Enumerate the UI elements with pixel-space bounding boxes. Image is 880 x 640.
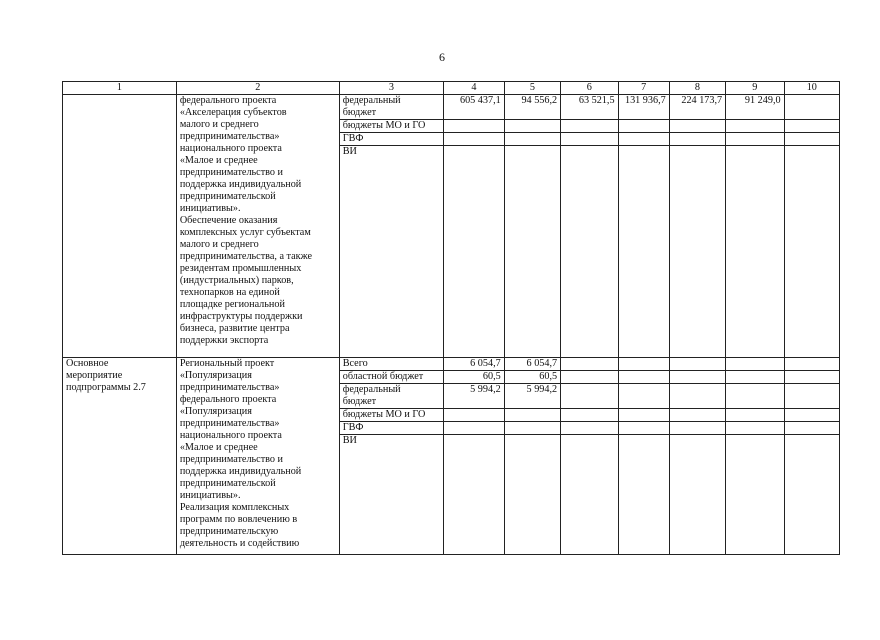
funding-source-cell: ГВФ xyxy=(339,133,443,146)
amount-cell xyxy=(726,358,784,371)
amount-cell xyxy=(669,146,725,358)
funding-source-cell: федеральный бюджет xyxy=(339,95,443,120)
amount-cell xyxy=(669,358,725,371)
measure-cell: Основное мероприятие подпрограммы 2.7 xyxy=(63,358,177,555)
amount-cell xyxy=(784,371,839,384)
column-header: 4 xyxy=(444,82,505,95)
amount-cell xyxy=(784,95,839,120)
amount-cell xyxy=(669,409,725,422)
amount-cell xyxy=(618,435,669,555)
amount-cell xyxy=(504,409,560,422)
description-cell: федерального проекта «Акселерация субъектов малого и среднего предпринимательства» национального проекта «Малое и среднее предпринимательство и поддержка индивидуальной предпринимательской инициативы». Обеспечение оказания комплексных услуг субъектам малого и среднего предпринимательства, а также резидентам промышленных (индустриальных) парков, технопарков на единой площадке региональной инфраструктуры поддержки бизнеса, развитие центра поддержки экспорта xyxy=(176,95,339,358)
amount-cell xyxy=(504,120,560,133)
column-header: 1 xyxy=(63,82,177,95)
table-row xyxy=(63,358,840,371)
amount-cell xyxy=(504,435,560,555)
amount-cell xyxy=(784,435,839,555)
amount-cell xyxy=(669,133,725,146)
funding-source-cell: областной бюджет xyxy=(339,371,443,384)
amount-cell xyxy=(618,146,669,358)
funding-source-cell: ГВФ xyxy=(339,422,443,435)
column-header: 6 xyxy=(561,82,618,95)
amount-cell xyxy=(504,133,560,146)
amount-cell xyxy=(726,146,784,358)
amount-cell xyxy=(561,146,618,358)
amount-cell xyxy=(784,133,839,146)
column-header: 2 xyxy=(176,82,339,95)
amount-cell xyxy=(726,409,784,422)
table-row xyxy=(63,95,840,120)
amount-cell: 131 936,7 xyxy=(618,95,669,120)
funding-source-cell: ВИ xyxy=(339,435,443,555)
column-header: 5 xyxy=(504,82,560,95)
amount-cell xyxy=(784,409,839,422)
amount-cell xyxy=(444,146,505,358)
measure-cell xyxy=(63,95,177,358)
amount-cell xyxy=(726,133,784,146)
amount-cell: 5 994,2 xyxy=(504,384,560,409)
amount-cell xyxy=(784,384,839,409)
amount-cell xyxy=(444,409,505,422)
table-header-row xyxy=(63,82,840,95)
funding-source-cell: федеральный бюджет xyxy=(339,384,443,409)
amount-cell xyxy=(669,422,725,435)
funding-source-cell: бюджеты МО и ГО xyxy=(339,409,443,422)
amount-cell xyxy=(618,133,669,146)
amount-cell xyxy=(444,422,505,435)
amount-cell: 60,5 xyxy=(444,371,505,384)
budget-table xyxy=(62,81,840,555)
amount-cell xyxy=(561,358,618,371)
amount-cell xyxy=(726,384,784,409)
description-cell: Региональный проект «Популяризация предпринимательства» федерального проекта «Популяризация предпринимательства» национального проекта «Малое и среднее предпринимательство и поддержка индивидуальной предпринимательской инициативы». Реализация комплексных программ по вовлечению в предпринимательскую деятельность и содействию xyxy=(176,358,339,555)
amount-cell: 60,5 xyxy=(504,371,560,384)
page-number: 6 xyxy=(439,50,445,64)
funding-source-cell: ВИ xyxy=(339,146,443,358)
amount-cell xyxy=(669,384,725,409)
amount-cell xyxy=(618,371,669,384)
amount-cell xyxy=(561,384,618,409)
amount-cell xyxy=(618,120,669,133)
funding-source-cell: бюджеты МО и ГО xyxy=(339,120,443,133)
amount-cell xyxy=(444,133,505,146)
amount-cell xyxy=(618,422,669,435)
amount-cell xyxy=(561,133,618,146)
amount-cell xyxy=(561,435,618,555)
amount-cell: 5 994,2 xyxy=(444,384,505,409)
column-header: 10 xyxy=(784,82,839,95)
amount-cell: 91 249,0 xyxy=(726,95,784,120)
amount-cell xyxy=(444,435,505,555)
amount-cell: 94 556,2 xyxy=(504,95,560,120)
amount-cell xyxy=(726,422,784,435)
amount-cell xyxy=(726,120,784,133)
column-header: 9 xyxy=(726,82,784,95)
amount-cell: 605 437,1 xyxy=(444,95,505,120)
amount-cell xyxy=(561,120,618,133)
column-header: 3 xyxy=(339,82,443,95)
amount-cell xyxy=(784,358,839,371)
amount-cell xyxy=(561,409,618,422)
amount-cell: 63 521,5 xyxy=(561,95,618,120)
amount-cell xyxy=(784,422,839,435)
amount-cell: 6 054,7 xyxy=(444,358,505,371)
amount-cell xyxy=(669,435,725,555)
amount-cell xyxy=(504,422,560,435)
amount-cell xyxy=(726,435,784,555)
amount-cell xyxy=(726,371,784,384)
amount-cell xyxy=(618,409,669,422)
amount-cell xyxy=(561,371,618,384)
amount-cell: 6 054,7 xyxy=(504,358,560,371)
amount-cell xyxy=(784,146,839,358)
column-header: 8 xyxy=(669,82,725,95)
amount-cell xyxy=(618,358,669,371)
amount-cell xyxy=(669,120,725,133)
amount-cell xyxy=(504,146,560,358)
amount-cell xyxy=(784,120,839,133)
amount-cell xyxy=(669,371,725,384)
amount-cell xyxy=(561,422,618,435)
amount-cell xyxy=(618,384,669,409)
amount-cell: 224 173,7 xyxy=(669,95,725,120)
funding-source-cell: Всего xyxy=(339,358,443,371)
column-header: 7 xyxy=(618,82,669,95)
amount-cell xyxy=(444,120,505,133)
